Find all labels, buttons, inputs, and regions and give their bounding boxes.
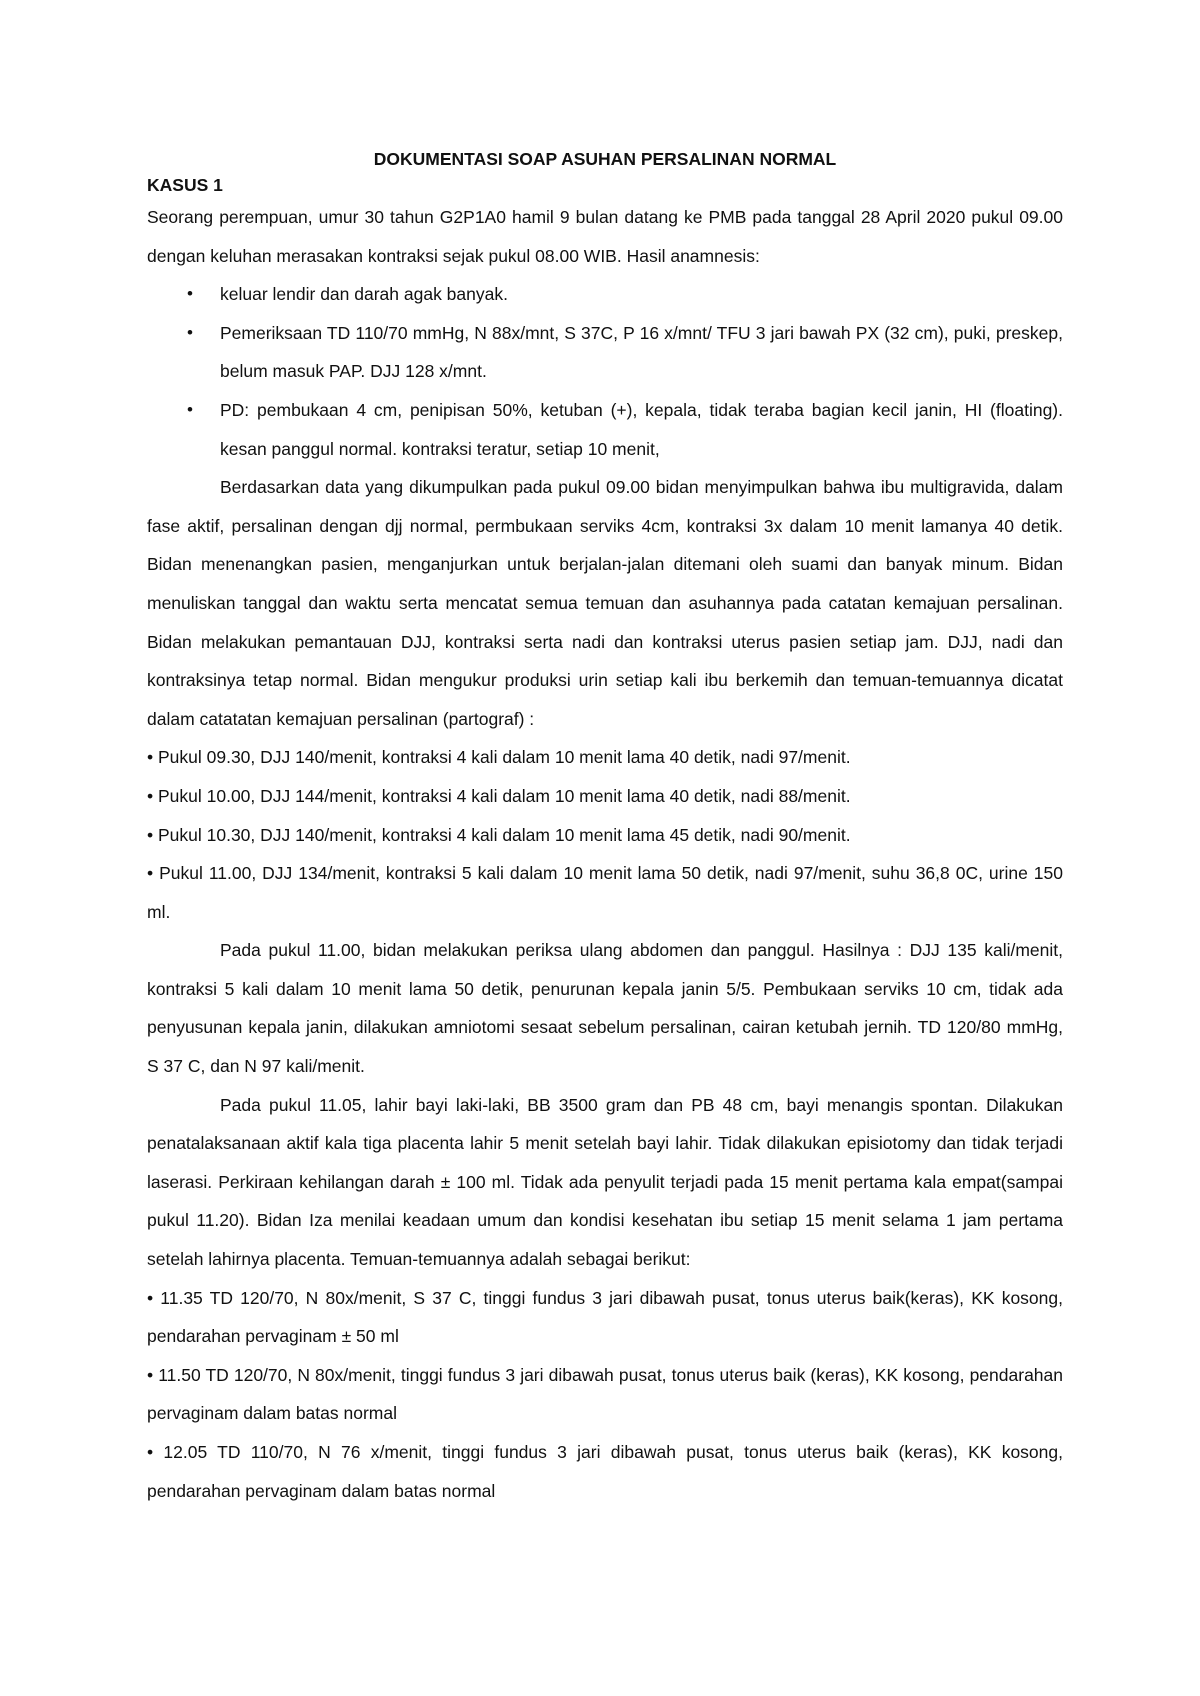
document-title: DOKUMENTASI SOAP ASUHAN PERSALINAN NORMAL: [373, 149, 837, 169]
partograf-entry: • Pukul 10.30, DJJ 140/menit, kontraksi 4 kali dalam 10 menit lama 45 detik, nadi 90/menit.: [147, 824, 851, 845]
reexamination-paragraph: Pada pukul 11.00, bidan melakukan periksa ulang abdomen dan panggul. Hasilnya : DJJ 135 kali/menit, kontraksi 5 kali dalam 10 menit lama 50 detik, penurunan kepala janin 5/5. Pembukaan serviks 10 cm, tidak ada penyusunan kepala janin, dilakukan amniotomi sesaat sebelum persalinan, cairan ketubah jernih. TD 120/80 mmHg, S 37 C, dan N 97 kali/menit.: [147, 940, 1063, 1077]
birth-paragraph: Pada pukul 11.05, lahir bayi laki-laki, BB 3500 gram dan PB 48 cm, bayi menangis spontan. Dilakukan penatalaksanaan aktif kala tiga placenta lahir 5 menit setelah bayi lahir. Tidak dilakukan episiotomy dan tidak terjadi laserasi. Perkiraan kehilangan darah ± 100 ml. Tidak ada penyulit terjadi pada 15 menit pertama kala empat(sampai pukul 11.20). Bidan Iza menilai keadaan umum dan kondisi kesehatan ibu setiap 15 menit selama 1 jam pertama setelah lahirnya placenta. Temuan-temuannya adalah sebagai berikut:: [147, 1094, 1063, 1270]
partograf-entry: • Pukul 10.00, DJJ 144/menit, kontraksi 4 kali dalam 10 menit lama 40 detik, nadi 88/menit.: [147, 785, 851, 806]
list-item: • PD: pembukaan 4 cm, penipisan 50%, ketuban (+), kepala, tidak teraba bagian kecil janin, HI (floating). kesan panggul normal. kontraksi teratur, setiap 10 menit,: [147, 391, 1063, 468]
postpartum-entry: • 11.35 TD 120/70, N 80x/menit, S 37 C, tinggi fundus 3 jari dibawah pusat, tonus uterus baik(keras), KK kosong, pendarahan pervaginam ± 50 ml: [147, 1287, 1063, 1347]
postpartum-entry: • 12.05 TD 110/70, N 76 x/menit, tinggi fundus 3 jari dibawah pusat, tonus uterus baik (keras), KK kosong, pendarahan pervaginam dalam batas normal: [147, 1442, 1063, 1501]
document-page: [147, 146, 1063, 1510]
list-item: • keluar lendir dan darah agak banyak.: [147, 275, 1063, 314]
postpartum-entry: • 11.50 TD 120/70, N 80x/menit, tinggi fundus 3 jari dibawah pusat, tonus uterus baik (keras), KK kosong, pendarahan pervaginam dalam batas normal: [147, 1364, 1063, 1424]
intro-paragraph: Seorang perempuan, umur 30 tahun G2P1A0 hamil 9 bulan datang ke PMB pada tanggal 28 April 2020 pukul 09.00 dengan keluhan merasakan kontraksi sejak pukul 08.00 WIB. Hasil anamnesis:: [147, 207, 1063, 266]
partograf-entry: • Pukul 11.00, DJJ 134/menit, kontraksi 5 kali dalam 10 menit lama 50 detik, nadi 97/menit, suhu 36,8 0C, urine 150 ml.: [147, 863, 1063, 922]
assessment-paragraph: Berdasarkan data yang dikumpulkan pada pukul 09.00 bidan menyimpulkan bahwa ibu multigravida, dalam fase aktif, persalinan dengan djj normal, permbukaan serviks 4cm, kontraksi 3x dalam 10 menit lamanya 40 detik. Bidan menenangkan pasien, menganjurkan untuk berjalan-jalan ditemani oleh suami dan banyak minum. Bidan menuliskan tanggal dan waktu serta mencatat semua temuan dan asuhannya pada catatan kemajuan persalinan. Bidan melakukan pemantauan DJJ, kontraksi serta nadi dan kontraksi uterus pasien setiap jam. DJJ, nadi dan kontraksinya tetap normal. Bidan mengukur produksi urin setiap kali ibu berkemih dan temuan-temuannya dicatat dalam catatatan kemajuan persalinan (partograf) :: [147, 477, 1063, 729]
partograf-entry: • Pukul 09.30, DJJ 140/menit, kontraksi 4 kali dalam 10 menit lama 40 detik, nadi 97/menit.: [147, 747, 851, 768]
anamnesis-list: [147, 275, 1063, 468]
case-label: KASUS 1: [147, 175, 223, 195]
list-item: • Pemeriksaan TD 110/70 mmHg, N 88x/mnt, S 37C, P 16 x/mnt/ TFU 3 jari bawah PX (32 cm), puki, preskep, belum masuk PAP. DJJ 128 x/mnt.: [147, 314, 1063, 391]
